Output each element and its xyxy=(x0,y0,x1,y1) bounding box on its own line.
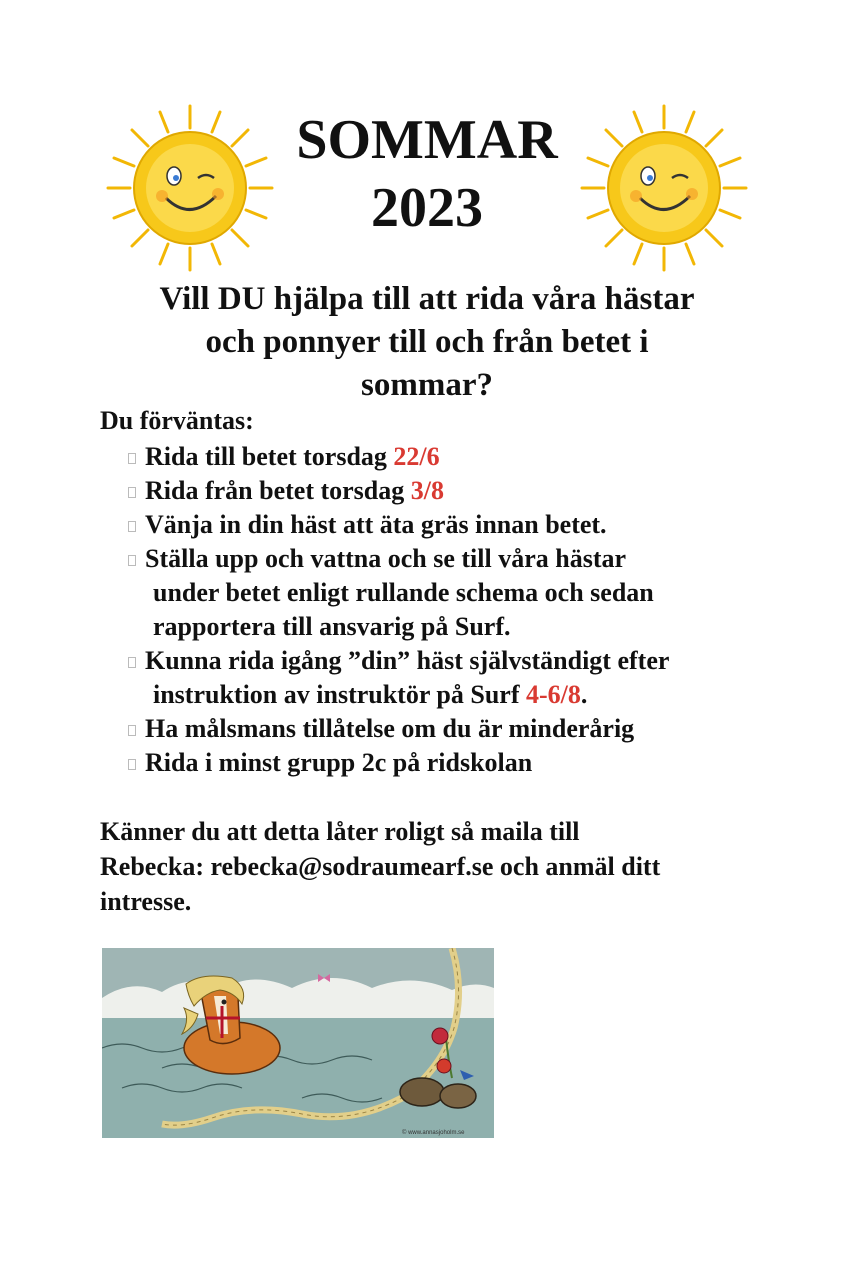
item-text: Rida till betet torsdag xyxy=(145,442,394,471)
question-line-1: Vill DU hjälpa till att rida våra hästar xyxy=(159,281,695,317)
expectations-list xyxy=(128,440,788,780)
item-text: Ha målsmans tillåtelse om du är minderårig xyxy=(145,714,635,743)
pony-illustration xyxy=(102,948,494,1138)
item-text-line-1: Ställa upp och vattna och se till våra hästar xyxy=(145,544,627,573)
expectations-heading: Du förväntas: xyxy=(100,406,254,435)
list-item xyxy=(128,508,788,542)
pony-swimming-icon xyxy=(102,948,494,1138)
item-date: 3/8 xyxy=(410,476,444,505)
list-item xyxy=(128,644,788,712)
question-heading xyxy=(100,278,754,407)
item-text-line-3: rapportera till ansvarig på Surf. xyxy=(153,612,511,641)
item-suffix: . xyxy=(580,680,588,709)
title-sommar: SOMMAR xyxy=(296,109,558,171)
bullet-icon xyxy=(128,555,136,566)
item-text-line-2: under betet enligt rullande schema och sedan xyxy=(153,578,654,607)
bullet-icon xyxy=(128,725,136,736)
item-text: Rida från betet torsdag xyxy=(145,476,411,505)
item-date: 4-6/8 xyxy=(526,680,581,709)
item-text-line-2: instruktion av instruktör på Surf xyxy=(153,680,526,709)
list-item xyxy=(128,440,788,474)
list-item xyxy=(128,542,788,644)
bullet-icon xyxy=(128,453,136,464)
list-item xyxy=(128,746,788,780)
bullet-icon xyxy=(128,657,136,668)
question-line-2: och ponnyer till och från betet i xyxy=(205,324,649,360)
list-item xyxy=(128,712,788,746)
item-text: Rida i minst grupp 2c på ridskolan xyxy=(145,748,533,777)
list-item xyxy=(128,474,788,508)
illustration-copyright: © www.annasjoholm.se xyxy=(402,1130,465,1136)
contact-line-2: Rebecka: rebecka@sodraumearf.se och anmäl ditt xyxy=(100,852,661,881)
contact-paragraph xyxy=(100,814,760,919)
contact-line-3: intresse. xyxy=(100,887,192,916)
item-text: Vänja in din häst att äta gräs innan betet. xyxy=(145,510,607,539)
bullet-icon xyxy=(128,487,136,498)
item-text-line-1: Kunna rida igång ”din” häst självständigt efter xyxy=(145,646,670,675)
title-year: 2023 xyxy=(371,177,483,239)
contact-line-1: Känner du att detta låter roligt så maila till xyxy=(100,817,580,846)
question-line-3: sommar? xyxy=(361,367,493,403)
item-date: 22/6 xyxy=(393,442,440,471)
bullet-icon xyxy=(128,521,136,532)
bullet-icon xyxy=(128,759,136,770)
